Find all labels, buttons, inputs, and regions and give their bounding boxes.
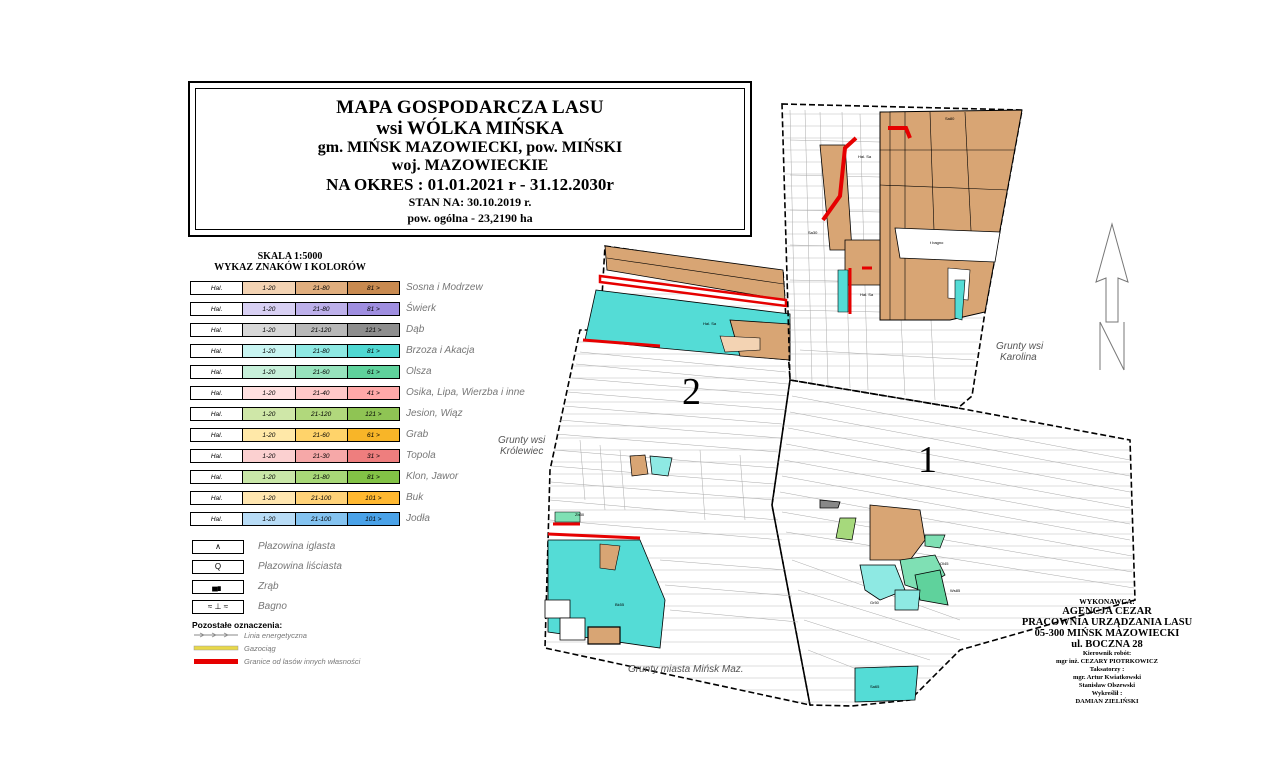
contractor-city: 05-300 MIŃSK MAZOWIECKI: [1034, 628, 1180, 639]
legend-age-class: 101 >: [347, 513, 399, 525]
legend-species-name: Świerk: [406, 303, 437, 314]
legend-age-class: 81 >: [347, 282, 399, 294]
state-date: STAN NA: 30.10.2019 r.: [408, 195, 532, 209]
contractor-name: AGENCJA CEZAR: [1062, 606, 1152, 617]
legend-age-class: 61 >: [347, 429, 399, 441]
north-arrow-icon: [1096, 224, 1128, 370]
legend-species-name: Sosna i Modrzew: [406, 282, 483, 293]
compartment-label: Gr50: [870, 600, 879, 605]
legend-age-class: Hal.: [191, 324, 242, 336]
legend-species-name: Grab: [406, 429, 429, 440]
legend-age-class: 21-120: [295, 408, 347, 420]
symbol-label: Zrąb: [258, 581, 279, 592]
scale-label: SKALA 1:5000: [257, 251, 323, 262]
legend-age-class: 121 >: [347, 408, 399, 420]
neighbour-label-minsk: Grunty miasta Mińsk Maz.: [628, 664, 744, 675]
legend-age-class: 1-20: [242, 387, 294, 399]
legend-age-class: Hal.: [191, 429, 242, 441]
legend-age-class: 1-20: [242, 492, 294, 504]
legend-species-name: Olsza: [406, 366, 432, 377]
compartment-label: Sa30: [808, 230, 818, 235]
legend-age-class: 21-100: [295, 513, 347, 525]
legend-species-name: Buk: [406, 492, 424, 503]
legend-age-class: Hal.: [191, 471, 242, 483]
compartment-label: Zb30: [575, 512, 585, 517]
legend-age-class: 1-20: [242, 282, 294, 294]
neighbour-label-karolina-2: Karolina: [1000, 352, 1037, 363]
legend-age-class: 1-20: [242, 429, 294, 441]
legend-age-class: Hal.: [191, 282, 242, 294]
legend-species-name: Jesion, Wiąz: [406, 408, 463, 419]
legend-age-class: Hal.: [191, 492, 242, 504]
contractor-office: PRACOWNIA URZĄDZANIA LASU: [1021, 617, 1193, 628]
village-name: wsi WÓLKA MIŃSKA: [376, 118, 564, 139]
gas-pipeline-icon: [194, 646, 238, 650]
legend-age-class: 1-20: [242, 303, 294, 315]
title-block: [188, 81, 752, 237]
legend-age-class: 1-20: [242, 324, 294, 336]
section-1-north-area: [782, 104, 1022, 408]
legend-age-class: 21-40: [295, 387, 347, 399]
legend-age-class: 121 >: [347, 324, 399, 336]
lead-name: mgr inż. CEZARY PIOTRKOWICZ: [1056, 658, 1158, 665]
compartment-label: t bagno: [930, 240, 944, 245]
legend-age-class: 1-20: [242, 408, 294, 420]
lead-role: Kierownik robót:: [1082, 650, 1132, 657]
legend-age-class: 21-120: [295, 324, 347, 336]
legend-age-class: 21-60: [295, 429, 347, 441]
neighbour-label-krolewiec-2: Królewiec: [500, 446, 544, 457]
legend-age-class: 1-20: [242, 513, 294, 525]
deciduous-young-icon: Q: [192, 560, 244, 574]
legend-age-class: 61 >: [347, 366, 399, 378]
coniferous-young-icon: ∧: [192, 540, 244, 554]
legend-age-class: 21-80: [295, 471, 347, 483]
total-area: pow. ogólna - 23,2190 ha: [407, 211, 533, 225]
legend-age-class: 1-20: [242, 471, 294, 483]
section-2-area: [545, 246, 810, 705]
legend-age-class: Hal.: [191, 366, 242, 378]
symbol-label: Płazowina iglasta: [258, 541, 336, 552]
section-number-1: 1: [918, 439, 937, 481]
legend-age-class: 1-20: [242, 366, 294, 378]
other-markings-icons: [0, 0, 260, 767]
power-line-icon: [194, 633, 238, 637]
compartment-label: Hal. Sa: [703, 321, 717, 326]
other-marking-label: Granice od lasów innych własności: [244, 657, 361, 666]
symbol-label: Bagno: [258, 601, 287, 612]
symbol-label: Płazowina liściasta: [258, 561, 342, 572]
drafter-name: DAMIAN ZIELIŃSKI: [1075, 698, 1139, 705]
legend-age-class: 21-80: [295, 303, 347, 315]
clearcut-icon: ▄▖: [192, 580, 244, 594]
surveyors-role: Taksatorzy :: [1089, 666, 1125, 673]
ownership-border-icon: [194, 659, 238, 664]
contractor-heading: WYKONAWCA:: [1079, 597, 1135, 606]
compartment-label: Ws85: [950, 588, 961, 593]
neighbour-label-karolina: Grunty wsi: [996, 341, 1044, 352]
legend-age-class: 1-20: [242, 345, 294, 357]
legend-age-class: 101 >: [347, 492, 399, 504]
neighbour-label-krolewiec: Grunty wsi: [498, 435, 546, 446]
voivodeship: woj. MAZOWIECKIE: [391, 157, 549, 174]
contractor-street: ul. BOCZNA 28: [1071, 639, 1143, 650]
compartment-label: Bk55: [615, 602, 625, 607]
legend-title: WYKAZ ZNAKÓW I KOLORÓW: [214, 262, 366, 273]
other-marking-label: Linia energetyczna: [244, 631, 307, 640]
legend-age-class: 21-60: [295, 366, 347, 378]
compartment-label: Sa80: [945, 116, 955, 121]
legend-age-class: 21-100: [295, 492, 347, 504]
legend-age-class: Hal.: [191, 450, 242, 462]
legend-species-name: Jodła: [406, 513, 430, 524]
compartment-label: Hal. Sa: [858, 154, 872, 159]
legend-age-class: Hal.: [191, 513, 242, 525]
legend-age-class: 81 >: [347, 303, 399, 315]
legend-age-class: Hal.: [191, 345, 242, 357]
compartment-label: Hal. Sa: [860, 292, 874, 297]
legend-age-class: 81 >: [347, 345, 399, 357]
compartment-label: Ol45: [940, 561, 949, 566]
other-marking-label: Gazociąg: [244, 644, 276, 653]
surveyor-name: mgr. Artur Kwiatkowski: [1072, 674, 1142, 681]
contractor-block: [990, 597, 1224, 706]
legend-species-name: Brzoza i Akacja: [406, 345, 475, 356]
drafter-role: Wykreślił :: [1091, 690, 1123, 697]
legend-age-class: Hal.: [191, 408, 242, 420]
legend-age-class: 1-20: [242, 450, 294, 462]
plan-period: NA OKRES : 01.01.2021 r - 31.12.2030r: [326, 175, 614, 194]
legend-age-class: 41 >: [347, 387, 399, 399]
legend-age-class: 81 >: [347, 471, 399, 483]
legend-species-name: Osika, Lipa, Wierzba i inne: [406, 387, 525, 398]
legend-age-class: 21-30: [295, 450, 347, 462]
other-markings-heading: Pozostałe oznaczenia:: [192, 620, 283, 630]
legend-age-class: Hal.: [191, 387, 242, 399]
map-title: MAPA GOSPODARCZA LASU: [336, 97, 604, 118]
surveyor-name: Stanisław Olszewski: [1078, 682, 1136, 689]
legend-species-name: Klon, Jawor: [406, 471, 459, 482]
legend-age-class: Hal.: [191, 303, 242, 315]
legend-species-name: Dąb: [406, 324, 425, 335]
section-number-2: 2: [682, 371, 701, 413]
commune-county: gm. MIŃSK MAZOWIECKI, pow. MIŃSKI: [317, 139, 623, 156]
legend-species-name: Topola: [406, 450, 436, 461]
legend-age-class: 31 >: [347, 450, 399, 462]
swamp-icon: ≈ ⊥ ≈: [192, 600, 244, 614]
legend-age-class: 21-80: [295, 282, 347, 294]
legend-age-class: 21-80: [295, 345, 347, 357]
compartment-label: Sa65: [870, 684, 880, 689]
